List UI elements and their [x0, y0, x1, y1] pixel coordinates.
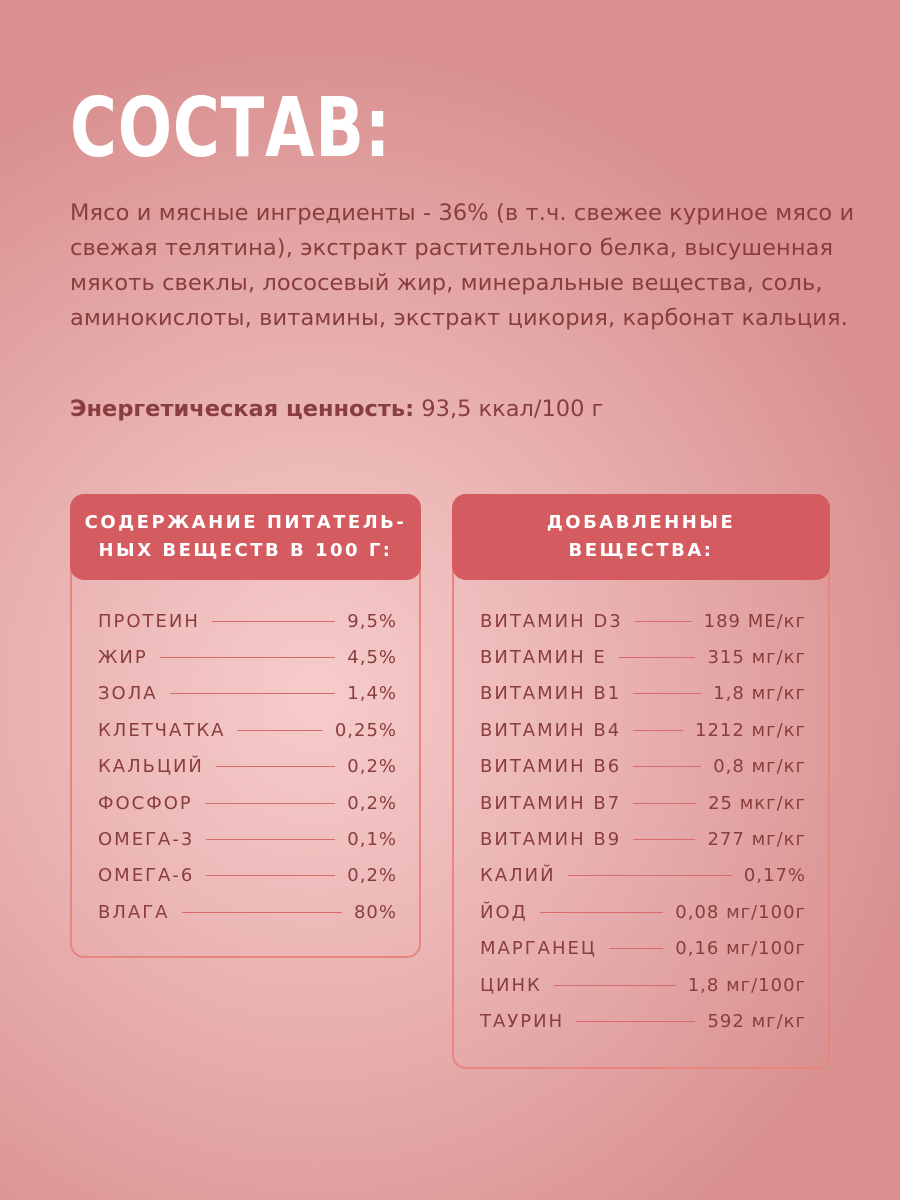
nutrient-name: ЖИР: [98, 647, 148, 669]
additive-name: ВИТАМИН Е: [480, 647, 607, 669]
additive-name: ВИТАМИН B9: [480, 829, 622, 851]
nutrient-row: [98, 858, 397, 894]
nutrient-row: [98, 639, 397, 675]
leader-line: [633, 730, 683, 731]
nutrient-name: КЛЕТЧАТКА: [98, 719, 226, 741]
leader-line: [576, 1021, 695, 1022]
additive-value: 0,16 мг/100г: [675, 938, 806, 960]
nutrient-name: ВЛАГА: [98, 901, 170, 923]
additive-row: [480, 967, 806, 1003]
additive-name: ВИТАМИН B7: [480, 792, 622, 814]
nutrient-name: ЗОЛА: [98, 683, 158, 705]
additives-card: [452, 494, 830, 1069]
additive-row: [480, 894, 806, 930]
nutrient-value: 0,2%: [347, 865, 397, 887]
nutrients-header-line-1: СОДЕРЖАНИЕ ПИТАТЕЛЬ-: [84, 512, 407, 533]
nutrient-value: 0,2%: [347, 792, 397, 814]
nutrient-row: [98, 821, 397, 857]
nutrients-header-line-2: НЫХ ВЕЩЕСТВ В 100 Г:: [98, 540, 393, 561]
additive-value: 189 МЕ/кг: [703, 610, 806, 632]
additive-row: [480, 712, 806, 748]
nutrient-value: 80%: [353, 901, 397, 923]
leader-line: [182, 912, 342, 913]
leader-line: [205, 803, 336, 804]
additive-row: [480, 639, 806, 675]
additive-value: 592 мг/кг: [707, 1010, 806, 1032]
energy-value-line: [70, 392, 603, 427]
additive-row: [480, 603, 806, 639]
leader-line: [206, 839, 335, 840]
nutrient-row: [98, 603, 397, 639]
additives-card-header: [452, 494, 830, 580]
additive-value: 0,17%: [743, 865, 806, 887]
leader-line: [206, 875, 335, 876]
leader-line: [619, 657, 696, 658]
additive-name: КАЛИЙ: [480, 865, 556, 887]
additive-name: ТАУРИН: [480, 1010, 565, 1032]
additive-value: 1,8 мг/100г: [687, 974, 806, 996]
nutrient-row: [98, 676, 397, 712]
additives-header-line-2: ВЕЩЕСТВА:: [568, 540, 714, 561]
nutrient-name: ОМЕГА-3: [98, 829, 195, 851]
additive-value: 277 мг/кг: [707, 829, 806, 851]
leader-line: [212, 621, 335, 622]
additive-name: ЙОД: [480, 901, 528, 923]
additive-name: МАРГАНЕЦ: [480, 938, 597, 960]
nutrients-card-header: [70, 494, 421, 580]
additive-row: [480, 1003, 806, 1039]
nutrient-name: ПРОТЕИН: [98, 610, 200, 632]
nutrient-row: [98, 785, 397, 821]
leader-line: [237, 730, 322, 731]
nutrient-value: 0,1%: [347, 829, 397, 851]
energy-label: Энергетическая ценность:: [70, 396, 415, 422]
nutrient-row: [98, 712, 397, 748]
page-title: СОСТАВ:: [70, 81, 392, 176]
nutrients-card: [70, 494, 421, 958]
additive-value: 1,8 мг/кг: [713, 683, 806, 705]
nutrient-row: [98, 894, 397, 930]
nutrients-list: [98, 603, 397, 931]
additive-row: [480, 931, 806, 967]
leader-line: [635, 621, 692, 622]
additive-value: 0,08 мг/100г: [675, 901, 806, 923]
additive-value: 315 мг/кг: [707, 647, 806, 669]
additive-row: [480, 858, 806, 894]
additive-row: [480, 749, 806, 785]
nutrient-value: 0,25%: [334, 719, 397, 741]
leader-line: [633, 839, 695, 840]
additive-value: 1212 мг/кг: [695, 719, 806, 741]
leader-line: [216, 766, 335, 767]
leader-line: [160, 657, 336, 658]
additive-name: ВИТАМИН B4: [480, 719, 622, 741]
additive-name: ВИТАМИН D3: [480, 610, 623, 632]
composition-text: Мясо и мясные ингредиенты - 36% (в т.ч. свежее куриное мясо и свежая телятина), экстракт растительного белка, высушенная мякоть свеклы, лососевый жир, минеральные вещества, соль, аминокислоты, витамины, экстракт цикория, карбонат кальция.: [70, 200, 855, 331]
leader-line: [554, 985, 676, 986]
nutrient-value: 4,5%: [347, 647, 397, 669]
additive-name: ВИТАМИН B6: [480, 756, 622, 778]
energy-value: 93,5 ккал/100 г: [421, 396, 604, 422]
additive-row: [480, 676, 806, 712]
nutrient-value: 9,5%: [347, 610, 397, 632]
additives-list: [480, 603, 806, 1040]
leader-line: [568, 875, 732, 876]
nutrient-row: [98, 749, 397, 785]
additive-name: ЦИНК: [480, 974, 542, 996]
additive-value: 25 мкг/кг: [708, 792, 806, 814]
leader-line: [633, 693, 701, 694]
leader-line: [633, 766, 701, 767]
leader-line: [170, 693, 336, 694]
nutrient-name: КАЛЬЦИЙ: [98, 756, 204, 778]
leader-line: [633, 803, 696, 804]
additives-header-line-1: ДОБАВЛЕННЫЕ: [546, 512, 736, 533]
nutrient-value: 0,2%: [347, 756, 397, 778]
nutrient-name: ФОСФОР: [98, 792, 193, 814]
leader-line: [609, 948, 663, 949]
leader-line: [540, 912, 664, 913]
additive-row: [480, 785, 806, 821]
additive-value: 0,8 мг/кг: [713, 756, 806, 778]
additive-row: [480, 821, 806, 857]
nutrient-name: ОМЕГА-6: [98, 865, 195, 887]
additive-name: ВИТАМИН B1: [480, 683, 622, 705]
nutrient-value: 1,4%: [347, 683, 397, 705]
